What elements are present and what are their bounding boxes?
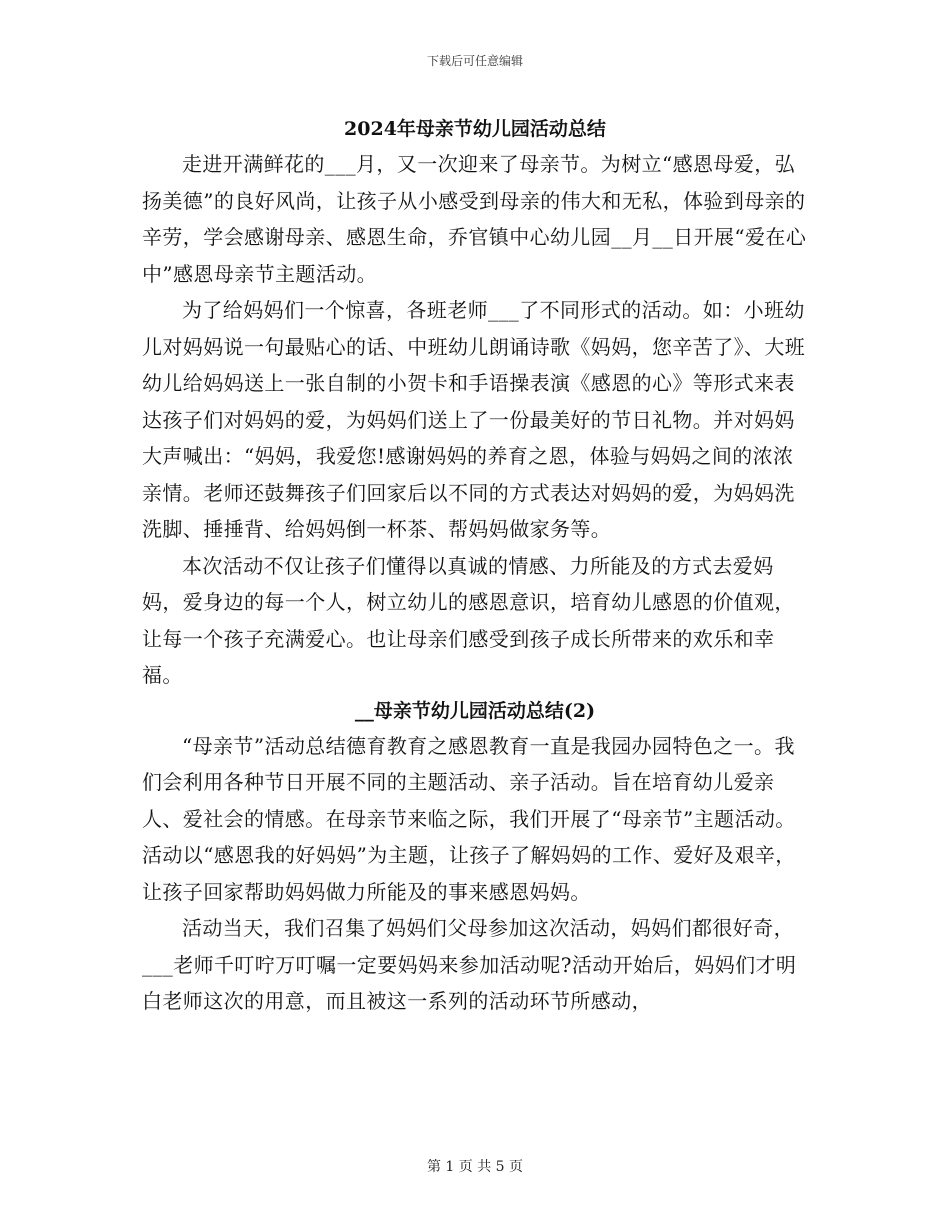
document-title: 2024年母亲节幼儿园活动总结	[344, 118, 606, 140]
page-header: 下载后可任意编辑	[426, 54, 523, 68]
paragraph: 走进开满鲜花的___月，又一次迎来了母亲节。为树立“感恩母爱，弘扬美德”的良好风尚，让孩子从小感受到母亲的伟大和无私，体验到母亲的辛劳，学会感谢母亲、感恩生命，乔官镇中心幼儿园__月__日开展“爱在心中”感恩母亲节主题活动。	[142, 152, 807, 286]
section-title: __母亲节幼儿园活动总结(2)	[354, 699, 596, 722]
page-number: 第 1 页 共 5 页	[426, 1159, 524, 1175]
document-body	[142, 112, 808, 1020]
paragraph: 活动当天，我们召集了妈妈们父母参加这次活动，妈妈们都很好奇，___老师千叮咛万叮嘱一定要妈妈来参加活动呢?活动开始后，妈妈们才明白老师这次的用意，而且被这一系列的活动环节所感动，	[142, 916, 797, 1013]
paragraph: 为了给妈妈们一个惊喜，各班老师___了不同形式的活动。如：小班幼儿对妈妈说一句最贴心的话、中班幼儿朗诵诗歌《妈妈，您辛苦了》、大班幼儿给妈妈送上一张自制的小贺卡和手语操表演《感恩的心》等形式来表达孩子们对妈妈的爱，为妈妈们送上了一份最美好的节日礼物。并对妈妈大声喊出：“妈妈，我爱您!感谢妈妈的养育之恩，体验与妈妈之间的浓浓亲情。老师还鼓舞孩子们回家后以不同的方式表达对妈妈的爱，为妈妈洗洗脚、捶捶背、给妈妈倒一杯茶、帮妈妈做家务等。	[142, 298, 806, 541]
paragraph: 本次活动不仅让孩子们懂得以真诚的情感、力所能及的方式去爱妈妈，爱身边的每一个人，树立幼儿的感恩意识，培育幼儿感恩的价值观，让每一个孩子充满爱心。也让母亲们感受到孩子成长所带来的欢乐和幸福。	[142, 553, 795, 687]
paragraph: “母亲节”活动总结德育教育之感恩教育一直是我园办园特色之一。我们会利用各种节日开展不同的主题活动、亲子活动。旨在培育幼儿爱亲人、爱社会的情感。在母亲节来临之际，我们开展了“母亲节”主题活动。活动以“感恩我的好妈妈”为主题，让孩子了解妈妈的工作、爱好及艰辛，让孩子回家帮助妈妈做力所能及的事来感恩妈妈。	[142, 733, 796, 904]
